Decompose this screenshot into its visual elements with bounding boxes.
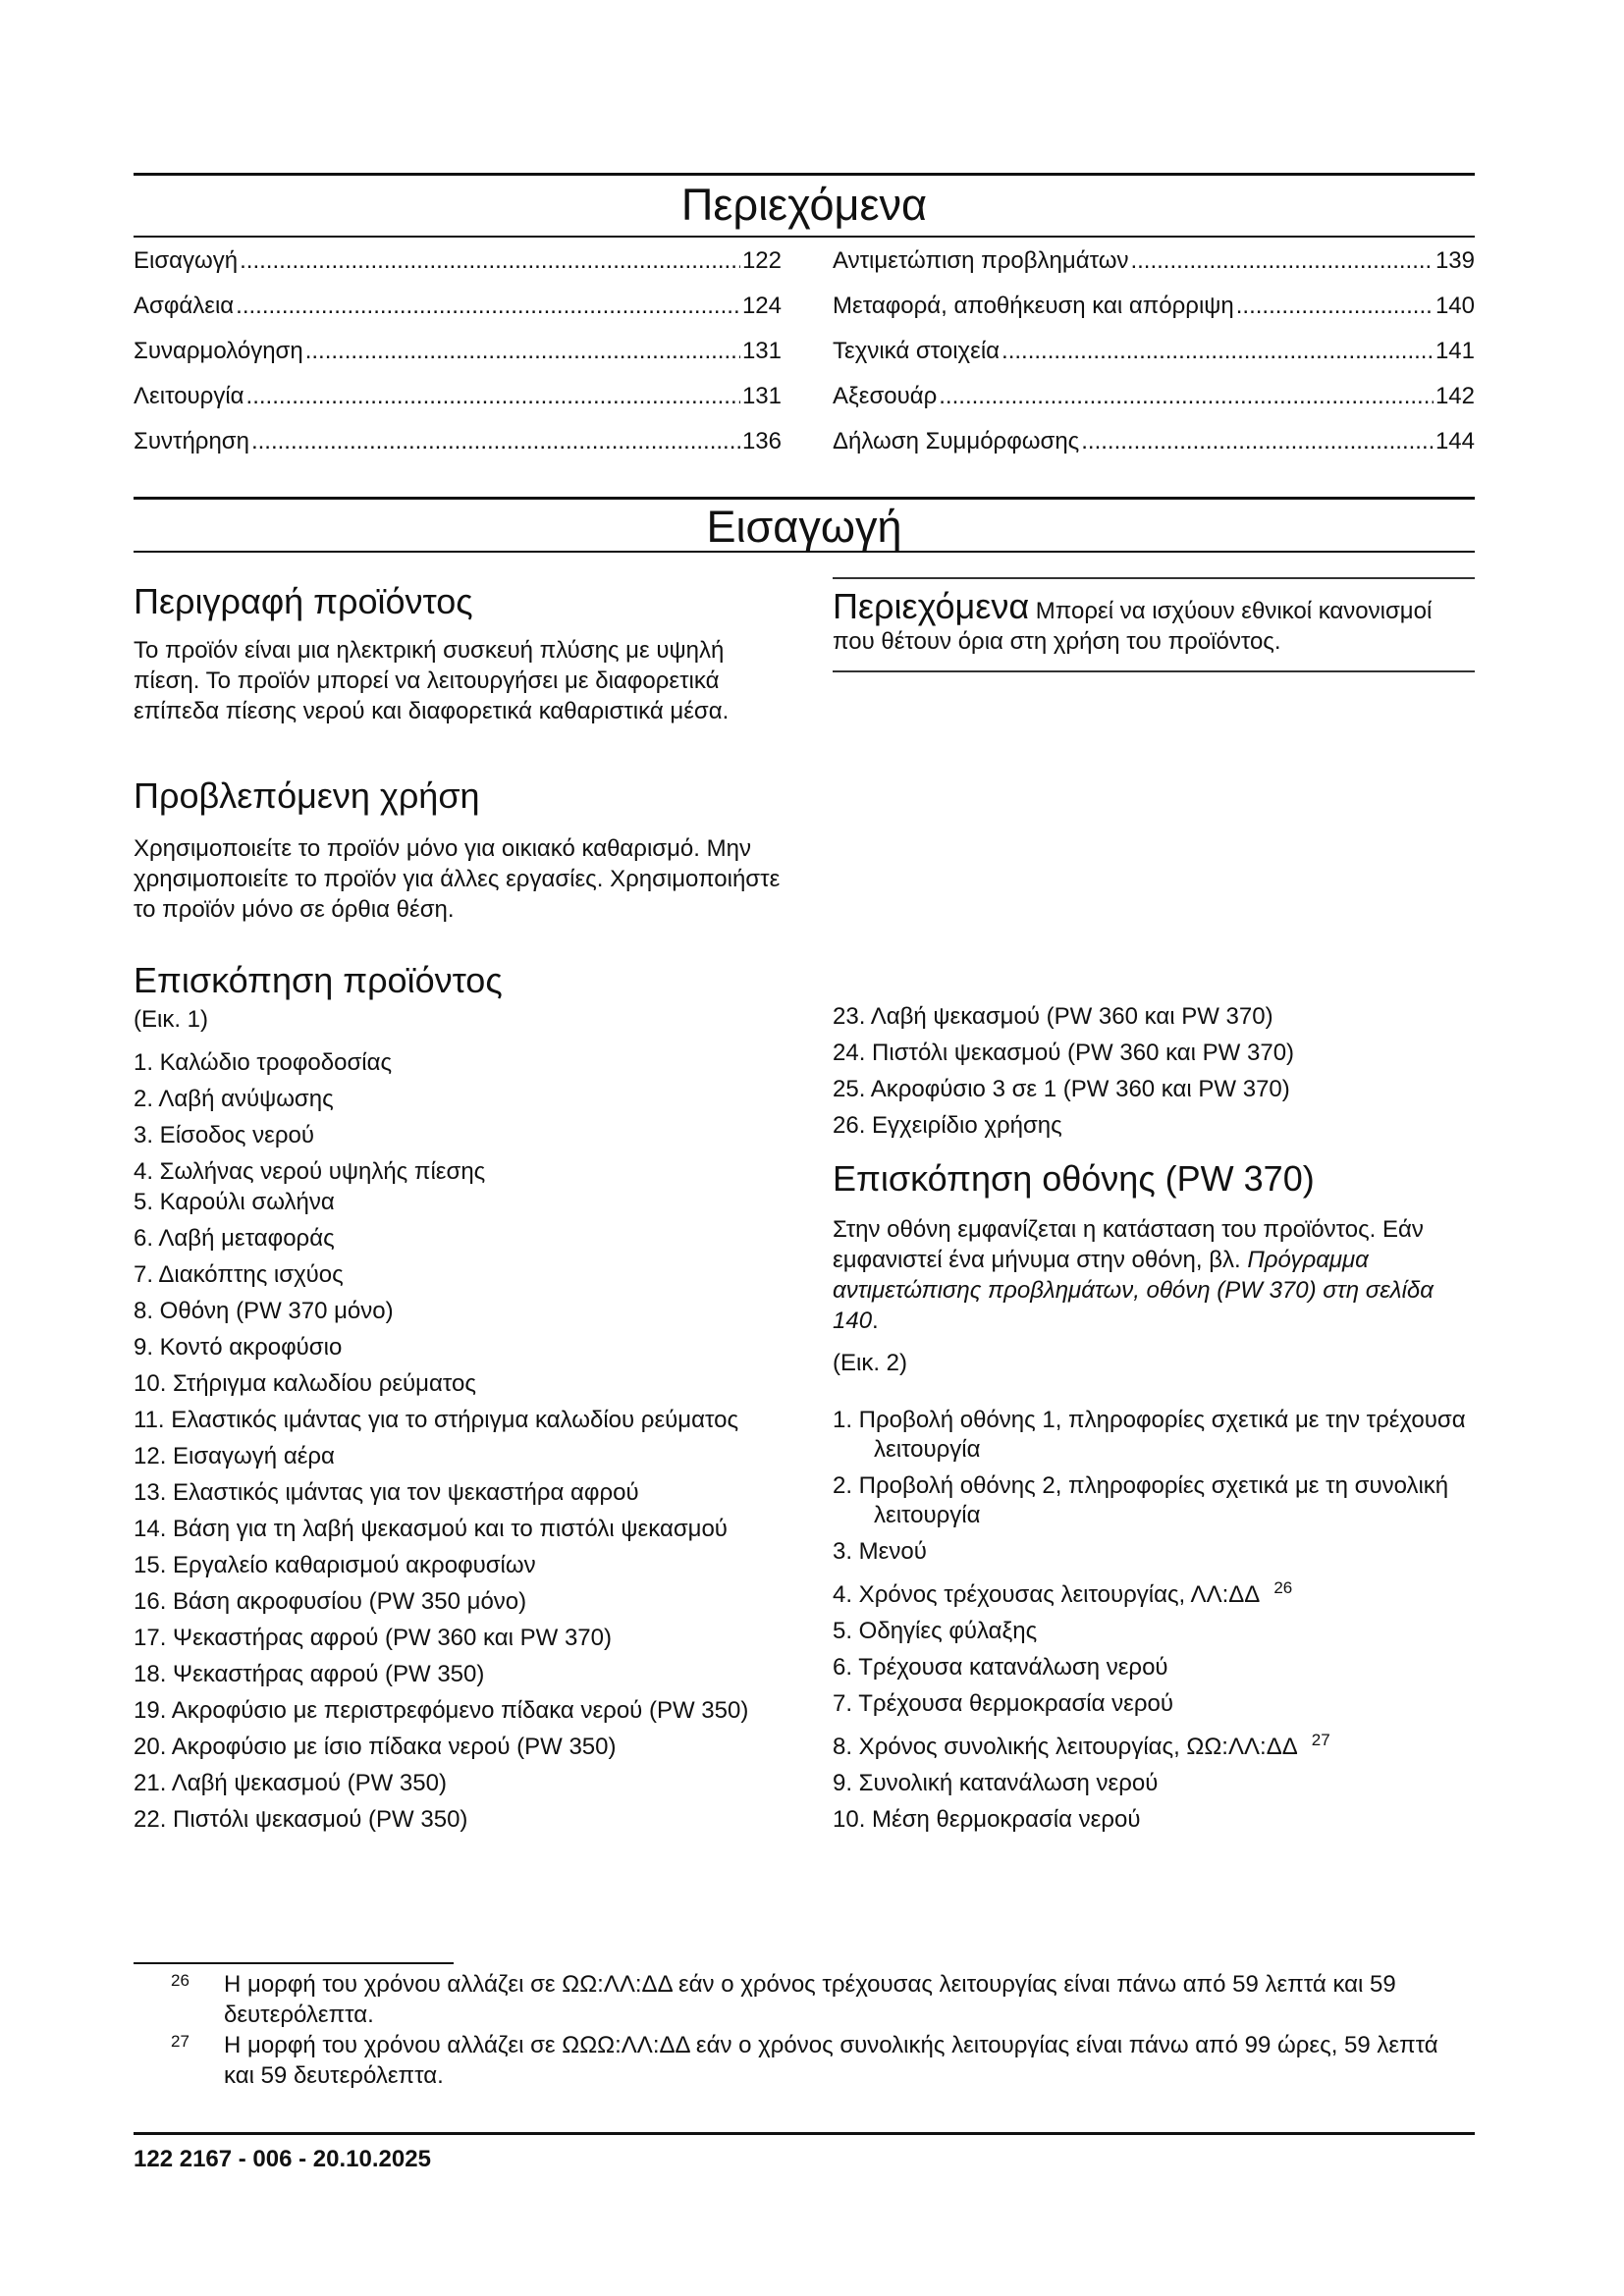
list-item xyxy=(833,1574,1475,1610)
toc-leader-dots xyxy=(236,293,740,320)
toc-entry[interactable] xyxy=(134,338,782,383)
list-item xyxy=(134,1297,782,1326)
note-heading: Περιεχόμενα xyxy=(833,586,1030,626)
note-body: Μπορεί να ισχύουν εθνικοί κανονισμοί που θέτουν όρια στη χρήση του προϊόντος. xyxy=(833,598,1433,655)
toc-entry-page: 140 xyxy=(1435,293,1475,319)
toc-entry[interactable] xyxy=(833,247,1475,293)
toc-leader-dots xyxy=(240,247,740,275)
toc-leader-dots xyxy=(251,428,740,455)
list-item-label: 8. Χρόνος συνολικής λειτουργίας, ΩΩ:ΛΛ:ΔΔ xyxy=(833,1734,1298,1760)
list-item xyxy=(833,1769,1475,1798)
toc-entry-label: Μεταφορά, αποθήκευση και απόρριψη xyxy=(833,293,1234,319)
list-item-label: 1. Προβολή οθόνης 1, πληροφορίες σχετικά με την τρέχουσα λειτουργία xyxy=(833,1407,1466,1463)
list-item xyxy=(134,1188,782,1217)
list-item-label: 9. Συνολική κατανάλωση νερού xyxy=(833,1770,1159,1796)
list-item-text xyxy=(833,1471,1475,1530)
list-item xyxy=(134,1369,782,1399)
list-item-text: 6. Λαβή μεταφοράς xyxy=(134,1225,335,1252)
product-overview-heading: Επισκόπηση προϊόντος xyxy=(134,960,503,1000)
note-bottom-rule xyxy=(833,670,1475,672)
toc-entry-label: Αντιμετώπιση προβλημάτων xyxy=(833,247,1129,274)
list-item xyxy=(134,1121,782,1150)
toc-leader-dots xyxy=(1001,338,1434,365)
intro-top-rule xyxy=(134,497,1475,500)
intended-use-section xyxy=(134,775,782,925)
toc-top-rule xyxy=(134,173,1475,176)
list-item xyxy=(134,1085,782,1114)
footnote-number: 26 xyxy=(171,1971,189,1990)
list-item xyxy=(134,1624,782,1653)
note-box xyxy=(833,577,1475,672)
product-overview-section xyxy=(134,960,782,1034)
list-item-text: 7. Διακόπτης ισχύος xyxy=(134,1261,344,1288)
list-item xyxy=(833,1689,1475,1719)
list-item xyxy=(134,1515,782,1544)
screen-overview-text xyxy=(833,1214,1475,1336)
list-item-text: 4. Σωλήνας νερού υψηλής πίεσης xyxy=(134,1158,486,1185)
toc-heading: Περιεχόμενα xyxy=(680,180,928,230)
list-item-text: 15. Εργαλείο καθαρισμού ακροφυσίων xyxy=(134,1552,536,1578)
screen-overview-heading: Επισκόπηση οθόνης (PW 370) xyxy=(833,1158,1315,1199)
toc-entry-page: 122 xyxy=(741,247,782,274)
toc-entry-label: Συναρμολόγηση xyxy=(134,338,303,364)
toc-leader-dots xyxy=(1081,428,1434,455)
list-item-label: 6. Τρέχουσα κατανάλωση νερού xyxy=(833,1654,1168,1681)
list-item xyxy=(833,1111,1475,1141)
list-item-text: 8. Οθόνη (PW 370 μόνο) xyxy=(134,1298,394,1324)
toc-right-column xyxy=(833,247,1475,473)
list-item xyxy=(134,1048,782,1078)
list-item xyxy=(833,1537,1475,1567)
list-item xyxy=(134,1733,782,1762)
toc-entry-page: 139 xyxy=(1435,247,1475,274)
toc-entry-label: Συντήρηση xyxy=(134,428,249,454)
toc-entry[interactable] xyxy=(833,293,1475,338)
list-item-label: 10. Μέση θερμοκρασία νερού xyxy=(833,1806,1141,1833)
toc-entry-page: 131 xyxy=(741,383,782,409)
intro-title-rule xyxy=(134,551,1475,553)
list-item xyxy=(134,1157,782,1187)
toc-entry-label: Ασφάλεια xyxy=(134,293,235,319)
document-reference: 2167 - 006 - 20.10.2025 xyxy=(173,2146,431,2172)
footnote-marker[interactable]: 26 xyxy=(1273,1578,1293,1597)
toc-leader-dots xyxy=(1236,293,1434,320)
footnote xyxy=(134,1969,1475,2030)
list-item xyxy=(134,1769,782,1798)
list-item xyxy=(134,1442,782,1471)
toc-leader-dots xyxy=(1130,247,1433,275)
list-item xyxy=(833,1726,1475,1762)
list-item xyxy=(833,1075,1475,1104)
toc-entry-label: Τεχνικά στοιχεία xyxy=(833,338,1001,364)
toc-leader-dots xyxy=(246,383,740,410)
footnote xyxy=(134,2030,1475,2091)
list-item-text xyxy=(833,1769,1475,1798)
toc-title xyxy=(134,180,1475,230)
list-item-text: 20. Ακροφύσιο με ίσιο πίδακα νερού (PW 350) xyxy=(134,1734,617,1760)
toc-entry[interactable] xyxy=(134,293,782,338)
toc-entry-label: Δήλωση Συμμόρφωσης xyxy=(833,428,1080,454)
list-item xyxy=(833,1617,1475,1646)
list-item-text xyxy=(833,1537,1475,1567)
toc-left-column xyxy=(134,247,782,473)
screen-overview-text-plain: Στην οθόνη εμφανίζεται η κατάσταση του προϊόντος. Εάν εμφανιστεί ένα μήνυμα στην οθόνη, βλ. xyxy=(833,1216,1424,1274)
list-item-text: 13. Ελαστικός ιμάντας για τον ψεκαστήρα αφρού xyxy=(134,1479,639,1506)
toc-entry-page: 142 xyxy=(1435,383,1475,409)
list-item xyxy=(134,1805,782,1835)
toc-entry[interactable] xyxy=(833,383,1475,428)
page-footer xyxy=(134,2146,431,2173)
intro-heading: Εισαγωγή xyxy=(706,502,902,552)
list-item-text: 10. Στήριγμα καλωδίου ρεύματος xyxy=(134,1370,476,1397)
footnote-marker[interactable]: 27 xyxy=(1311,1731,1330,1749)
list-item xyxy=(134,1224,782,1254)
list-item-text xyxy=(833,1406,1475,1465)
list-item xyxy=(134,1551,782,1580)
screen-overview-text-end: . xyxy=(872,1308,879,1335)
page-number: 122 xyxy=(134,2146,174,2172)
toc-entry-page: 144 xyxy=(1435,428,1475,454)
list-item-text: 12. Εισαγωγή αέρα xyxy=(134,1443,335,1469)
product-overview-list-continued xyxy=(833,1002,1475,1148)
toc-entry-label: Αξεσουάρ xyxy=(833,383,938,409)
product-overview-list xyxy=(134,1048,782,1842)
note-text xyxy=(833,586,1475,657)
list-item-label: 7. Τρέχουσα θερμοκρασία νερού xyxy=(833,1690,1173,1717)
list-item xyxy=(833,1039,1475,1068)
list-item xyxy=(833,1471,1475,1530)
list-item-text xyxy=(833,1726,1475,1762)
list-item-text xyxy=(833,1617,1475,1646)
list-item-text: 2. Λαβή ανύψωσης xyxy=(134,1086,334,1112)
list-item-text: 3. Είσοδος νερού xyxy=(134,1122,314,1148)
list-item xyxy=(833,1406,1475,1465)
toc-entry-label: Εισαγωγή xyxy=(134,247,239,274)
list-item-text: 19. Ακροφύσιο με περιστρεφόμενο πίδακα νερού (PW 350) xyxy=(134,1697,749,1724)
list-item-text: 23. Λαβή ψεκασμού (PW 360 και PW 370) xyxy=(833,1003,1273,1030)
list-item-text: 21. Λαβή ψεκασμού (PW 350) xyxy=(134,1770,447,1796)
footnote-rule xyxy=(134,1962,454,1964)
toc-entry-label: Λειτουργία xyxy=(134,383,244,409)
intro-title xyxy=(134,502,1475,552)
list-item-label: 3. Μενού xyxy=(833,1538,927,1565)
intended-use-text: Χρησιμοποιείτε το προϊόν μόνο για οικιακό καθαρισμό. Μην χρησιμοποιείτε το προϊόν για άλλες εργασίες. Χρησιμοποιήστε το προϊόν μόνο σε όρθια θέση. xyxy=(134,835,781,924)
list-item-label: 5. Οδηγίες φύλαξης xyxy=(833,1618,1038,1644)
toc-entry[interactable] xyxy=(833,338,1475,383)
list-item-text: 18. Ψεκαστήρας αφρού (PW 350) xyxy=(134,1661,485,1687)
list-item-text: 22. Πιστόλι ψεκασμού (PW 350) xyxy=(134,1806,468,1833)
list-item-text xyxy=(833,1653,1475,1682)
screen-overview-list xyxy=(833,1406,1475,1842)
footnotes xyxy=(134,1969,1475,2091)
footnote-text: Η μορφή του χρόνου αλλάζει σε ΩΩΩ:ΛΛ:ΔΔ εάν ο χρόνος συνολικής λειτουργίας είναι πάνω από 99 ώρες, 59 λεπτά και 59 δευτερόλεπτα. xyxy=(224,2032,1438,2089)
list-item xyxy=(833,1002,1475,1032)
list-item-label: 4. Χρόνος τρέχουσας λειτουργίας, ΛΛ:ΔΔ xyxy=(833,1581,1261,1608)
list-item-text: 11. Ελαστικός ιμάντας για το στήριγμα καλωδίου ρεύματος xyxy=(134,1407,739,1433)
toc-title-rule xyxy=(134,236,1475,238)
list-item-text: 24. Πιστόλι ψεκασμού (PW 360 και PW 370) xyxy=(833,1040,1295,1066)
list-item xyxy=(134,1587,782,1617)
figure-reference: (Εικ. 1) xyxy=(134,1006,209,1034)
list-item xyxy=(134,1333,782,1362)
list-item xyxy=(134,1260,782,1290)
footnote-text: Η μορφή του χρόνου αλλάζει σε ΩΩ:ΛΛ:ΔΔ εάν ο χρόνος τρέχουσας λειτουργίας είναι πάνω από 59 λεπτά και 59 δευτερόλεπτα. xyxy=(224,1971,1396,2028)
list-item-text: 25. Ακροφύσιο 3 σε 1 (PW 360 και PW 370) xyxy=(833,1076,1290,1102)
list-item-text: 1. Καλώδιο τροφοδοσίας xyxy=(134,1049,393,1076)
list-item-text: 14. Βάση για τη λαβή ψεκασμού και το πιστόλι ψεκασμού xyxy=(134,1516,728,1542)
list-item xyxy=(134,1406,782,1435)
list-item-text: 9. Κοντό ακροφύσιο xyxy=(134,1334,343,1361)
list-item-text: 17. Ψεκαστήρας αφρού (PW 360 και PW 370) xyxy=(134,1625,612,1651)
toc-leader-dots xyxy=(305,338,740,365)
toc-entry-page: 136 xyxy=(741,428,782,454)
screen-overview-section xyxy=(833,1158,1475,1377)
list-item-text xyxy=(833,1574,1475,1610)
list-item-text: 26. Εγχειρίδιο χρήσης xyxy=(833,1112,1062,1139)
toc-leader-dots xyxy=(939,383,1434,410)
intended-use-heading: Προβλεπόμενη χρήση xyxy=(134,775,480,816)
note-top-rule xyxy=(833,577,1475,579)
toc-entry[interactable] xyxy=(134,428,782,473)
product-description-section xyxy=(134,581,782,726)
list-item xyxy=(833,1805,1475,1835)
list-item xyxy=(833,1653,1475,1682)
footer-rule xyxy=(134,2132,1475,2135)
list-item xyxy=(134,1478,782,1508)
list-item xyxy=(134,1696,782,1726)
list-item-text: 5. Καρούλι σωλήνα xyxy=(134,1189,335,1215)
list-item-label: 2. Προβολή οθόνης 2, πληροφορίες σχετικά με τη συνολική λειτουργία xyxy=(833,1472,1449,1528)
toc-entry-page: 131 xyxy=(741,338,782,364)
product-description-text: Το προϊόν είναι μια ηλεκτρική συσκευή πλύσης με υψηλή πίεση. Το προϊόν μπορεί να λειτουργήσει με διαφορετικά επίπεδα πίεσης νερού και διαφορετικά καθαριστικά μέσα. xyxy=(134,637,730,725)
list-item xyxy=(134,1660,782,1689)
toc-entry[interactable] xyxy=(134,383,782,428)
product-description-heading: Περιγραφή προϊόντος xyxy=(134,581,473,621)
list-item-text xyxy=(833,1805,1475,1835)
footnote-number: 27 xyxy=(171,2032,189,2051)
toc-entry-page: 124 xyxy=(741,293,782,319)
figure-reference: (Εικ. 2) xyxy=(833,1350,908,1377)
list-item-text xyxy=(833,1689,1475,1719)
toc-entry-page: 141 xyxy=(1435,338,1475,364)
troubleshooting-cross-reference[interactable]: Πρόγραμμα αντιμετώπισης προβλημάτων, οθόνη (PW 370) στη σελίδα 140 xyxy=(833,1247,1434,1335)
document-page xyxy=(134,0,1475,2296)
toc-entry[interactable] xyxy=(134,247,782,293)
toc-entry[interactable] xyxy=(833,428,1475,473)
list-item-text: 16. Βάση ακροφυσίου (PW 350 μόνο) xyxy=(134,1588,527,1615)
